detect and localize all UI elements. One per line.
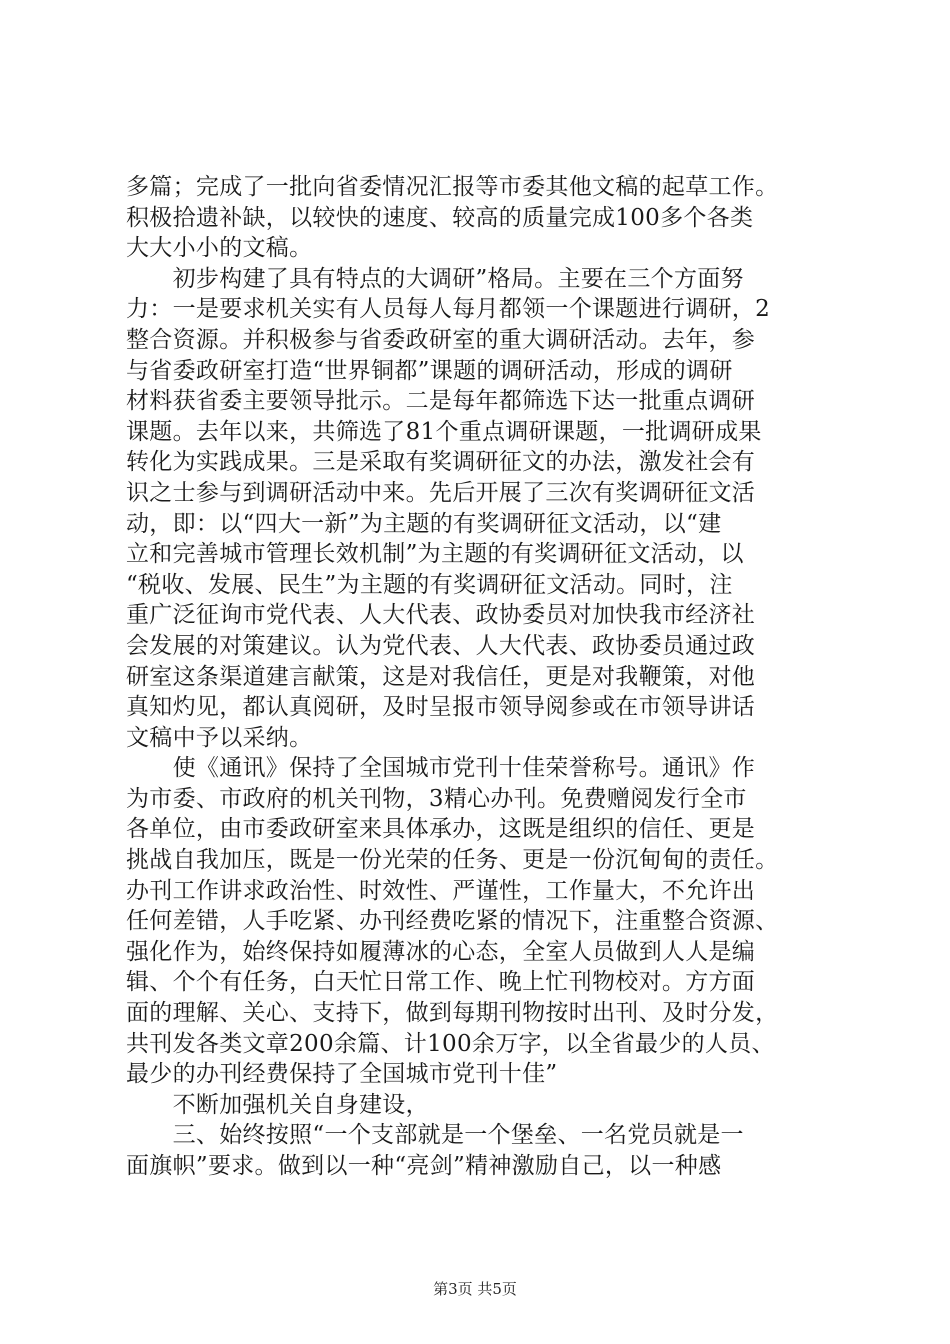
text-line: 三、始终按照“一个支部就是一个堡垒、一名党员就是一 [126,1122,744,1149]
text-line: 共刊发各类文章200余篇、计100余万字，以全省最少的人员、 [126,1030,775,1057]
text-line: 挑战自我加压，既是一份光荣的任务、更是一份沉甸甸的责任。 [126,847,779,874]
text-line: 面旗帜”要求。做到以一种“亮剑”精神激励自己，以一种感 [126,1153,722,1179]
text-line: 转化为实践成果。三是采取有奖调研征文的办法，激发社会有 [126,449,756,476]
text-line: 材料获省委主要领导批示。二是每年都筛选下达一批重点调研 [126,388,756,415]
text-line: 与省委政研室打造“世界铜都”课题的调研活动，形成的调研 [126,357,733,384]
document-body [126,172,828,1182]
text-line: 课题。去年以来，共筛选了81个重点调研课题，一批调研成果 [126,418,762,445]
text-line: 研室这条渠道建言献策，这是对我信任，更是对我鞭策，对他 [126,663,756,690]
text-line: “税收、发展、民生”为主题的有奖调研征文活动。同时，注 [126,571,733,598]
text-line: 会发展的对策建议。认为党代表、人大代表、政协委员通过政 [126,632,756,659]
text-line: 文稿中予以采纳。 [126,724,313,751]
text-line: 识之士参与到调研活动中来。先后开展了三次有奖调研征文活 [126,479,756,506]
text-line: 辑、个个有任务，白天忙日常工作、晚上忙刊物校对。方方面 [126,969,756,996]
text-line: 积极拾遗补缺，以较快的速度、较高的质量完成100多个各类 [126,204,754,231]
text-line: 最少的办刊经费保持了全国城市党刊十佳” [126,1061,558,1088]
text-line: 真知灼见，都认真阅研，及时呈报市领导阅参或在市领导讲话 [126,694,756,721]
text-line: 多篇；完成了一批向省委情况汇报等市委其他文稿的起草工作。 [126,174,779,200]
text-line: 为市委、市政府的机关刊物，3精心办刊。免费赠阅发行全市 [126,785,747,812]
text-line: 各单位，由市委政研室来具体承办，这既是组织的信任、更是 [126,816,756,843]
text-line: 初步构建了具有特点的大调研”格局。主要在三个方面努 [126,265,744,292]
text-line: 任何差错，人手吃紧、办刊经费吃紧的情况下，注重整合资源、 [126,908,779,935]
text-line: 整合资源。并积极参与省委政研室的重大调研活动。去年，参 [126,326,756,353]
text-line: 办刊工作讲求政治性、时效性、严谨性，工作量大，不允许出 [126,877,756,904]
text-line: 面的理解、关心、支持下，做到每期刊物按时出刊、及时分发， [126,1000,779,1027]
text-line: 重广泛征询市党代表、人大代表、政协委员对加快我市经济社 [126,602,756,629]
text-line: 使《通讯》保持了全国城市党刊十佳荣誉称号。通讯》作 [126,755,756,782]
text-line: 强化作为，始终保持如履薄冰的心态，全室人员做到人人是编 [126,938,756,965]
text-line: 大大小小的文稿。 [126,235,313,262]
page-footer: 第3页 共5页 [433,1280,517,1298]
text-line: 动，即：以“四大一新”为主题的有奖调研征文活动，以“建 [126,510,722,537]
text-line: 力：一是要求机关实有人员每人每月都领一个课题进行调研，2 [126,296,771,323]
text-line: 立和完善城市管理长效机制”为主题的有奖调研征文活动，以 [126,541,744,568]
text-line: 不断加强机关自身建设， [126,1091,429,1118]
